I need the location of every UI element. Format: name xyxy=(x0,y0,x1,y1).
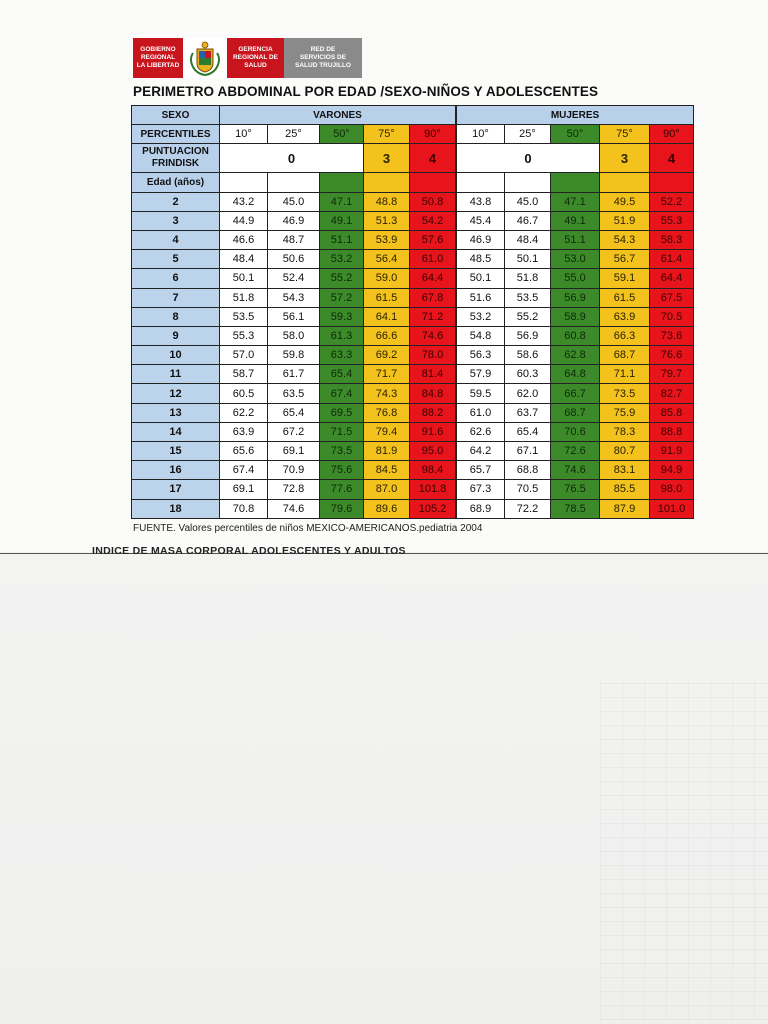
varones-value-cell: 79.6 xyxy=(320,499,364,518)
varones-value-cell: 51.1 xyxy=(320,230,364,249)
mujeres-value-cell: 58.9 xyxy=(551,307,600,326)
mujeres-value-cell: 88.8 xyxy=(650,422,694,441)
age-cell: 7 xyxy=(132,288,220,307)
mujeres-value-cell: 61.5 xyxy=(600,288,650,307)
mujeres-value-cell: 52.2 xyxy=(650,192,694,211)
percentile-header: 75° xyxy=(600,125,650,144)
varones-value-cell: 43.2 xyxy=(220,192,268,211)
percentile-header: 50° xyxy=(551,125,600,144)
red-servicios-salud-logo: RED DE SERVICIOS DE SALUD TRUJILLO xyxy=(284,38,362,78)
mujeres-value-cell: 51.9 xyxy=(600,211,650,230)
varones-value-cell: 61.3 xyxy=(320,326,364,345)
percentile-header: 75° xyxy=(364,125,410,144)
varones-value-cell: 56.4 xyxy=(364,250,410,269)
varones-value-cell: 59.0 xyxy=(364,269,410,288)
mujeres-value-cell: 63.9 xyxy=(600,307,650,326)
varones-value-cell: 53.2 xyxy=(320,250,364,269)
varones-value-cell: 54.2 xyxy=(410,211,456,230)
varones-value-cell: 52.4 xyxy=(268,269,320,288)
age-cell: 9 xyxy=(132,326,220,345)
varones-value-cell: 67.4 xyxy=(320,384,364,403)
varones-value-cell: 51.8 xyxy=(220,288,268,307)
mujeres-value-cell: 68.7 xyxy=(551,403,600,422)
mujeres-value-cell: 54.3 xyxy=(600,230,650,249)
varones-value-cell: 88.2 xyxy=(410,403,456,422)
varones-value-cell: 84.5 xyxy=(364,461,410,480)
varones-value-cell: 71.7 xyxy=(364,365,410,384)
mujeres-value-cell: 46.9 xyxy=(457,230,505,249)
mujeres-value-cell: 66.3 xyxy=(600,326,650,345)
varones-value-cell: 74.6 xyxy=(268,499,320,518)
mujeres-value-cell: 43.8 xyxy=(457,192,505,211)
varones-value-cell: 49.1 xyxy=(320,211,364,230)
varones-value-cell: 57.2 xyxy=(320,288,364,307)
varones-value-cell: 47.1 xyxy=(320,192,364,211)
mujeres-value-cell: 55.2 xyxy=(505,307,551,326)
mujeres-value-cell: 91.9 xyxy=(650,442,694,461)
table-row xyxy=(132,365,694,384)
puntuacion-label xyxy=(132,144,220,173)
varones-value-cell: 58.7 xyxy=(220,365,268,384)
varones-value-cell: 65.4 xyxy=(320,365,364,384)
percentile-header: 25° xyxy=(268,125,320,144)
mujeres-value-cell: 56.3 xyxy=(457,346,505,365)
varones-value-cell: 98.4 xyxy=(410,461,456,480)
mujeres-value-cell: 56.9 xyxy=(505,326,551,345)
mujeres-value-cell: 76.6 xyxy=(650,346,694,365)
mujeres-value-cell: 51.1 xyxy=(551,230,600,249)
varones-value-cell: 95.0 xyxy=(410,442,456,461)
table-row xyxy=(132,269,694,288)
mujeres-value-cell: 53.5 xyxy=(505,288,551,307)
varones-value-cell: 78.0 xyxy=(410,346,456,365)
varones-value-cell: 45.0 xyxy=(268,192,320,211)
mujeres-value-cell: 50.1 xyxy=(505,250,551,269)
mujeres-value-cell: 85.8 xyxy=(650,403,694,422)
percentile-header: 10° xyxy=(220,125,268,144)
faint-background-grid xyxy=(600,680,768,1020)
empty-cell xyxy=(600,173,650,192)
age-cell: 4 xyxy=(132,230,220,249)
table-row xyxy=(132,403,694,422)
mujeres-value-cell: 48.5 xyxy=(457,250,505,269)
varones-value-cell: 56.1 xyxy=(268,307,320,326)
percentiles-label: PERCENTILES xyxy=(132,125,220,144)
varones-value-cell: 61.7 xyxy=(268,365,320,384)
mujeres-value-cell: 58.3 xyxy=(650,230,694,249)
varones-value-cell: 59.8 xyxy=(268,346,320,365)
varones-value-cell: 71.2 xyxy=(410,307,456,326)
score-four-mujeres: 4 xyxy=(650,144,694,173)
table-row xyxy=(132,442,694,461)
table-row xyxy=(132,326,694,345)
mujeres-value-cell: 68.9 xyxy=(457,499,505,518)
mujeres-value-cell: 54.8 xyxy=(457,326,505,345)
gerencia-regional-salud-logo: GERENCIA REGIONAL DE SALUD xyxy=(227,38,284,78)
varones-value-cell: 67.8 xyxy=(410,288,456,307)
mujeres-value-cell: 48.4 xyxy=(505,230,551,249)
next-section-title: INDICE DE MASA CORPORAL ADOLESCENTES Y ADULTOS xyxy=(92,545,406,554)
mujeres-value-cell: 80.7 xyxy=(600,442,650,461)
varones-value-cell: 72.8 xyxy=(268,480,320,499)
mujeres-value-cell: 53.0 xyxy=(551,250,600,269)
varones-value-cell: 53.5 xyxy=(220,307,268,326)
crest-icon xyxy=(183,38,227,78)
gobierno-regional-logo: GOBIERNO REGIONAL LA LIBERTAD xyxy=(133,38,183,78)
mujeres-value-cell: 74.6 xyxy=(551,461,600,480)
mujeres-value-cell: 49.1 xyxy=(551,211,600,230)
mujeres-value-cell: 47.1 xyxy=(551,192,600,211)
mujeres-value-cell: 94.9 xyxy=(650,461,694,480)
mujeres-value-cell: 58.6 xyxy=(505,346,551,365)
varones-value-cell: 69.5 xyxy=(320,403,364,422)
varones-value-cell: 61.0 xyxy=(410,250,456,269)
perimetro-abdominal-table xyxy=(131,105,694,519)
mujeres-value-cell: 75.9 xyxy=(600,403,650,422)
mujeres-value-cell: 55.3 xyxy=(650,211,694,230)
mujeres-value-cell: 66.7 xyxy=(551,384,600,403)
age-cell: 6 xyxy=(132,269,220,288)
varones-value-cell: 54.3 xyxy=(268,288,320,307)
mujeres-value-cell: 49.5 xyxy=(600,192,650,211)
varones-value-cell: 79.4 xyxy=(364,422,410,441)
varones-value-cell: 89.6 xyxy=(364,499,410,518)
empty-cell xyxy=(220,173,268,192)
mujeres-value-cell: 57.9 xyxy=(457,365,505,384)
varones-value-cell: 71.5 xyxy=(320,422,364,441)
mujeres-value-cell: 70.5 xyxy=(650,307,694,326)
mujeres-value-cell: 60.3 xyxy=(505,365,551,384)
varones-value-cell: 55.2 xyxy=(320,269,364,288)
mujeres-value-cell: 79.7 xyxy=(650,365,694,384)
empty-cell xyxy=(320,173,364,192)
mujeres-value-cell: 62.6 xyxy=(457,422,505,441)
empty-cell xyxy=(457,173,505,192)
mujeres-value-cell: 46.7 xyxy=(505,211,551,230)
varones-value-cell: 87.0 xyxy=(364,480,410,499)
mujeres-value-cell: 51.6 xyxy=(457,288,505,307)
score-zero-varones: 0 xyxy=(220,144,364,173)
varones-value-cell: 69.1 xyxy=(268,442,320,461)
mujeres-value-cell: 45.0 xyxy=(505,192,551,211)
mujeres-value-cell: 78.5 xyxy=(551,499,600,518)
source-note: FUENTE. Valores percentiles de niños MEXICO-AMERICANOS.pediatria 2004 xyxy=(133,523,483,534)
varones-value-cell: 105.2 xyxy=(410,499,456,518)
mujeres-value-cell: 64.4 xyxy=(650,269,694,288)
varones-header: VARONES xyxy=(220,106,456,125)
table-row xyxy=(132,192,694,211)
score-three-mujeres: 3 xyxy=(600,144,650,173)
mujeres-value-cell: 45.4 xyxy=(457,211,505,230)
mujeres-value-cell: 64.8 xyxy=(551,365,600,384)
mujeres-value-cell: 83.1 xyxy=(600,461,650,480)
age-cell: 14 xyxy=(132,422,220,441)
mujeres-value-cell: 72.6 xyxy=(551,442,600,461)
varones-value-cell: 84.8 xyxy=(410,384,456,403)
varones-value-cell: 81.4 xyxy=(410,365,456,384)
table-row xyxy=(132,307,694,326)
page-title: PERIMETRO ABDOMINAL POR EDAD /SEXO-NIÑOS Y ADOLESCENTES xyxy=(133,84,599,99)
puntuacion-row xyxy=(132,144,694,173)
mujeres-value-cell: 59.5 xyxy=(457,384,505,403)
varones-value-cell: 73.5 xyxy=(320,442,364,461)
table-row xyxy=(132,230,694,249)
varones-value-cell: 57.6 xyxy=(410,230,456,249)
mujeres-value-cell: 55.0 xyxy=(551,269,600,288)
table-row xyxy=(132,499,694,518)
mujeres-value-cell: 70.6 xyxy=(551,422,600,441)
varones-value-cell: 65.6 xyxy=(220,442,268,461)
varones-value-cell: 74.6 xyxy=(410,326,456,345)
age-cell: 8 xyxy=(132,307,220,326)
varones-value-cell: 101.8 xyxy=(410,480,456,499)
varones-value-cell: 91.6 xyxy=(410,422,456,441)
percentile-header: 25° xyxy=(505,125,551,144)
varones-value-cell: 75.6 xyxy=(320,461,364,480)
table-row xyxy=(132,211,694,230)
varones-value-cell: 48.8 xyxy=(364,192,410,211)
age-cell: 10 xyxy=(132,346,220,365)
age-cell: 15 xyxy=(132,442,220,461)
age-cell: 11 xyxy=(132,365,220,384)
mujeres-value-cell: 67.1 xyxy=(505,442,551,461)
mujeres-value-cell: 76.5 xyxy=(551,480,600,499)
mujeres-value-cell: 72.2 xyxy=(505,499,551,518)
mujeres-value-cell: 68.8 xyxy=(505,461,551,480)
varones-value-cell: 81.9 xyxy=(364,442,410,461)
sexo-row xyxy=(132,106,694,125)
varones-value-cell: 50.8 xyxy=(410,192,456,211)
age-cell: 17 xyxy=(132,480,220,499)
empty-cell xyxy=(364,173,410,192)
varones-value-cell: 50.6 xyxy=(268,250,320,269)
table-row xyxy=(132,346,694,365)
mujeres-value-cell: 64.2 xyxy=(457,442,505,461)
mujeres-value-cell: 101.0 xyxy=(650,499,694,518)
mujeres-value-cell: 59.1 xyxy=(600,269,650,288)
varones-value-cell: 48.7 xyxy=(268,230,320,249)
varones-value-cell: 74.3 xyxy=(364,384,410,403)
mujeres-value-cell: 51.8 xyxy=(505,269,551,288)
mujeres-value-cell: 98.0 xyxy=(650,480,694,499)
mujeres-value-cell: 85.5 xyxy=(600,480,650,499)
percentile-header: 90° xyxy=(650,125,694,144)
varones-value-cell: 69.2 xyxy=(364,346,410,365)
table-row xyxy=(132,461,694,480)
varones-value-cell: 53.9 xyxy=(364,230,410,249)
varones-value-cell: 62.2 xyxy=(220,403,268,422)
varones-value-cell: 70.9 xyxy=(268,461,320,480)
varones-value-cell: 76.8 xyxy=(364,403,410,422)
mujeres-value-cell: 70.5 xyxy=(505,480,551,499)
age-cell: 3 xyxy=(132,211,220,230)
varones-value-cell: 55.3 xyxy=(220,326,268,345)
empty-cell xyxy=(268,173,320,192)
varones-value-cell: 61.5 xyxy=(364,288,410,307)
varones-value-cell: 66.6 xyxy=(364,326,410,345)
mujeres-value-cell: 56.9 xyxy=(551,288,600,307)
sexo-label: SEXO xyxy=(132,106,220,125)
varones-value-cell: 69.1 xyxy=(220,480,268,499)
varones-value-cell: 70.8 xyxy=(220,499,268,518)
varones-value-cell: 59.3 xyxy=(320,307,364,326)
percentile-header: 90° xyxy=(410,125,456,144)
varones-value-cell: 67.4 xyxy=(220,461,268,480)
table-row xyxy=(132,288,694,307)
mujeres-header: MUJERES xyxy=(457,106,694,125)
varones-value-cell: 67.2 xyxy=(268,422,320,441)
varones-value-cell: 51.3 xyxy=(364,211,410,230)
mujeres-value-cell: 65.4 xyxy=(505,422,551,441)
header-logos xyxy=(133,38,362,78)
mujeres-value-cell: 87.9 xyxy=(600,499,650,518)
mujeres-value-cell: 73.5 xyxy=(600,384,650,403)
age-cell: 18 xyxy=(132,499,220,518)
percentile-header: 50° xyxy=(320,125,364,144)
varones-value-cell: 63.3 xyxy=(320,346,364,365)
mujeres-value-cell: 67.3 xyxy=(457,480,505,499)
empty-cell xyxy=(551,173,600,192)
edad-row xyxy=(132,173,694,192)
varones-value-cell: 50.1 xyxy=(220,269,268,288)
varones-value-cell: 48.4 xyxy=(220,250,268,269)
age-cell: 12 xyxy=(132,384,220,403)
score-four-varones: 4 xyxy=(410,144,456,173)
varones-value-cell: 57.0 xyxy=(220,346,268,365)
age-cell: 13 xyxy=(132,403,220,422)
varones-value-cell: 44.9 xyxy=(220,211,268,230)
table-row xyxy=(132,250,694,269)
mujeres-value-cell: 53.2 xyxy=(457,307,505,326)
mujeres-value-cell: 78.3 xyxy=(600,422,650,441)
empty-cell xyxy=(410,173,456,192)
varones-value-cell: 60.5 xyxy=(220,384,268,403)
age-cell: 2 xyxy=(132,192,220,211)
age-cell: 16 xyxy=(132,461,220,480)
mujeres-value-cell: 61.4 xyxy=(650,250,694,269)
puntuacion-label-line2: FRINDISK xyxy=(151,158,200,170)
puntuacion-label-line1: PUNTUACION xyxy=(142,146,209,158)
mujeres-value-cell: 56.7 xyxy=(600,250,650,269)
age-cell: 5 xyxy=(132,250,220,269)
mujeres-value-cell: 82.7 xyxy=(650,384,694,403)
empty-cell xyxy=(505,173,551,192)
varones-value-cell: 64.4 xyxy=(410,269,456,288)
mujeres-value-cell: 60.8 xyxy=(551,326,600,345)
varones-value-cell: 46.9 xyxy=(268,211,320,230)
mujeres-value-cell: 65.7 xyxy=(457,461,505,480)
score-three-varones: 3 xyxy=(364,144,410,173)
mujeres-value-cell: 61.0 xyxy=(457,403,505,422)
percentiles-row xyxy=(132,125,694,144)
mujeres-value-cell: 73.6 xyxy=(650,326,694,345)
varones-value-cell: 77.6 xyxy=(320,480,364,499)
percentile-header: 10° xyxy=(457,125,505,144)
table-row xyxy=(132,384,694,403)
varones-value-cell: 46.6 xyxy=(220,230,268,249)
mujeres-value-cell: 62.0 xyxy=(505,384,551,403)
mujeres-value-cell: 63.7 xyxy=(505,403,551,422)
varones-value-cell: 65.4 xyxy=(268,403,320,422)
varones-value-cell: 64.1 xyxy=(364,307,410,326)
score-zero-mujeres: 0 xyxy=(457,144,600,173)
mujeres-value-cell: 50.1 xyxy=(457,269,505,288)
varones-value-cell: 63.5 xyxy=(268,384,320,403)
mujeres-value-cell: 68.7 xyxy=(600,346,650,365)
mujeres-value-cell: 71.1 xyxy=(600,365,650,384)
edad-label: Edad (años) xyxy=(132,173,220,192)
mujeres-value-cell: 67.5 xyxy=(650,288,694,307)
table-row xyxy=(132,480,694,499)
empty-cell xyxy=(650,173,694,192)
varones-value-cell: 58.0 xyxy=(268,326,320,345)
mujeres-value-cell: 62.8 xyxy=(551,346,600,365)
varones-value-cell: 63.9 xyxy=(220,422,268,441)
table-row xyxy=(132,422,694,441)
